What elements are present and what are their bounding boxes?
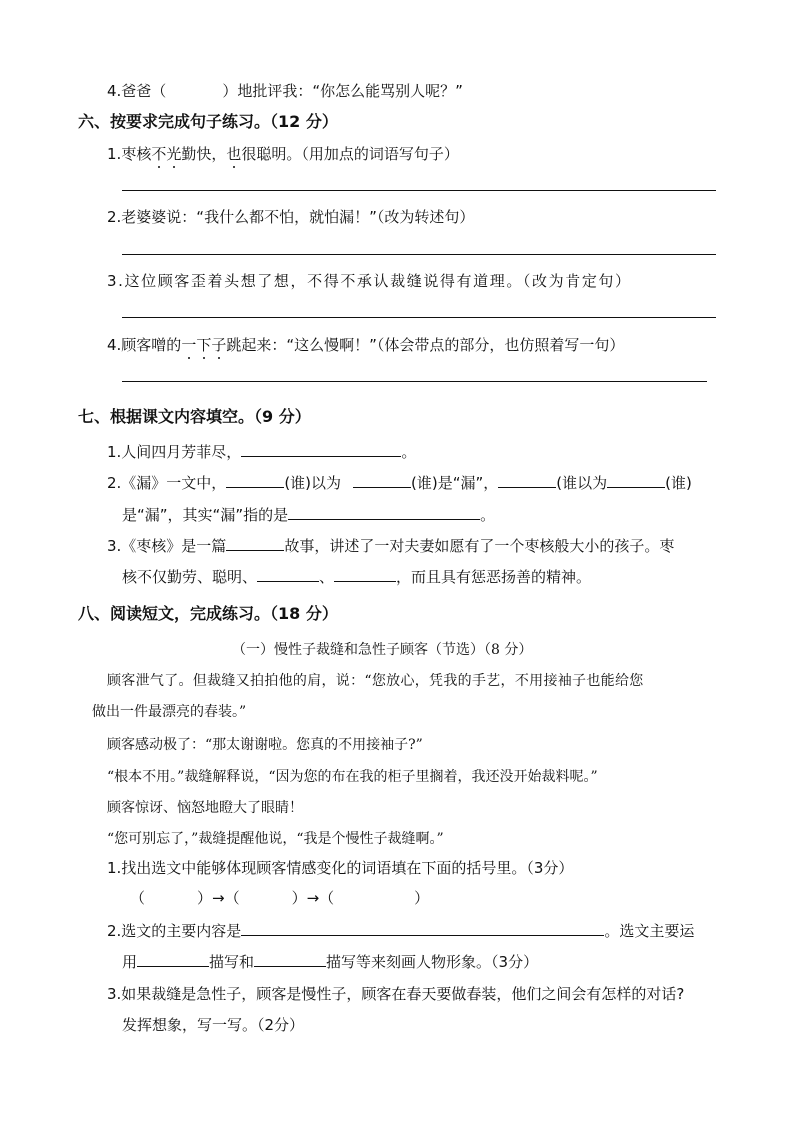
blank[interactable] [226,535,284,551]
passage-p1b: 做出一件最漂亮的春装。” [92,704,247,720]
passage-subtitle: （一）慢性子裁缝和急性子顾客（节选）（8 分） [232,642,533,658]
s8-question-3-cont: 发挥想象，写一写。（2分） [122,1016,305,1034]
s8-question-3: 3.如果裁缝是急性子，顾客是慢性子，顾客在春天要做春装，他们之间会有怎样的对话? [107,985,685,1003]
answer-line-1[interactable] [122,190,716,191]
s7-question-1: 1.人间四月芳菲尽， 。 [107,443,417,461]
passage-p4: 顾客惊讶、恼怒地瞪大了眼睛！ [107,800,303,816]
blank[interactable] [241,441,401,457]
blank[interactable] [607,472,665,488]
blank[interactable] [257,566,319,582]
answer-line-3[interactable] [122,317,716,318]
s6-question-3: 3.这位顾客歪着头想了想，不得不承认裁缝说得有道理。（改为肯定句） [107,272,632,290]
section-6-title: 六、按要求完成句子练习。（12 分） [78,112,338,131]
passage-p5: “您可别忘了，”裁缝提醒他说，“我是个慢性子裁缝啊。” [107,831,444,847]
blank[interactable] [226,472,284,488]
question-4-top: 4.爸爸（ ）地批评我：“你怎么能骂别人呢？” [107,82,463,100]
s7-question-2: 2.《漏》一文中， (谁)以为 (谁)是“漏”， (谁以为 (谁) [107,474,692,492]
s7-question-3-cont: 核不仅勤劳、聪明、 、 ，而且具有惩恶扬善的精神。 [122,568,592,586]
answer-line-4[interactable] [122,381,707,382]
section-8-title: 八、阅读短文，完成练习。（18 分） [78,604,338,623]
s8-question-1: 1.找出选文中能够体现顾客情感变化的词语填在下面的括号里。（3分） [107,859,574,877]
blank[interactable] [334,566,396,582]
s7-question-2-cont: 是“漏”，其实“漏”指的是 。 [122,506,496,524]
blank[interactable] [353,472,411,488]
blank[interactable] [137,951,209,967]
blank[interactable] [241,920,604,936]
s8-question-2-cont: 用 描写和 描写等来刻画人物形象。（3分） [122,953,539,971]
s8-question-1-brackets: （ ）→（ ）→（ ） [130,889,430,907]
blank[interactable] [498,472,556,488]
s6-question-1: 1.枣核不光勤快，也很聪明。（用加点的词语写句子） [107,145,459,163]
blank[interactable] [288,504,480,520]
s7-question-3: 3.《枣核》是一篇 故事，讲述了一对夫妻如愿有了一个枣核般大小的孩子。枣 [107,537,675,555]
passage-p2: 顾客感动极了：“那太谢谢啦。您真的不用接袖子?” [107,737,423,753]
passage-p3: “根本不用。”裁缝解释说，“因为您的布在我的柜子里搁着，我还没开始裁料呢。” [107,769,598,785]
blank[interactable] [254,951,326,967]
s8-question-2: 2.选文的主要内容是 。选文主要运 [107,922,695,940]
s6-question-2: 2.老婆婆说：“我什么都不怕，就怕漏！”（改为转述句） [107,208,475,226]
passage-p1a: 顾客泄气了。但裁缝又拍拍他的肩，说：“您放心，凭我的手艺，不用接袖子也能给您 [107,673,644,689]
s6-question-4: 4.顾客噌的一下子跳起来：“这么慢啊！”（体会带点的部分，也仿照着写一句） [107,336,625,354]
answer-line-2[interactable] [122,254,716,255]
section-7-title: 七、根据课文内容填空。（9 分） [78,407,311,426]
